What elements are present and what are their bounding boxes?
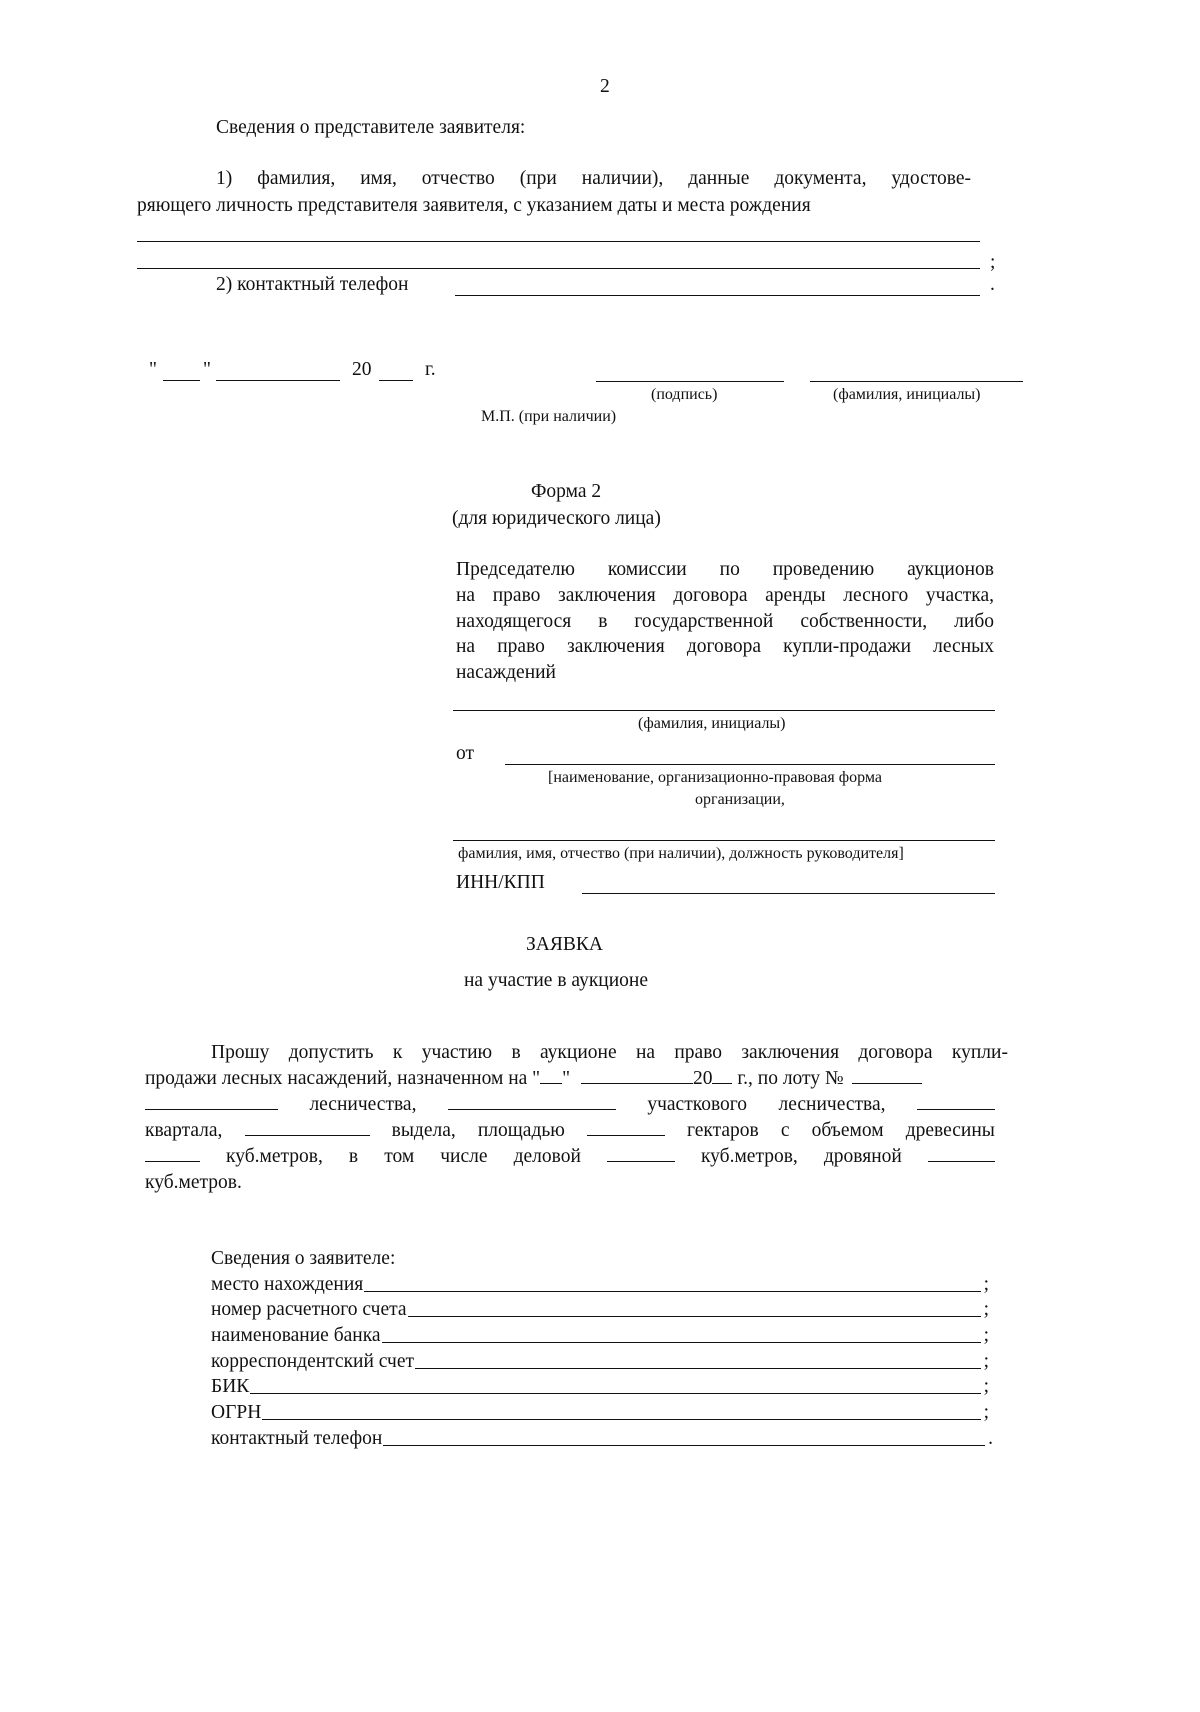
representative-item1-line1: 1) фамилия, имя, отчество (при наличии), данные документа, удостове- (216, 168, 971, 189)
paragraph-line-3 (145, 1093, 995, 1116)
signature-caption: (подпись) (651, 386, 718, 403)
page-number: 2 (600, 76, 610, 97)
addressee-line-2: на право заключения договора аренды лесного участка, (456, 585, 994, 606)
representative-phone-field[interactable] (455, 295, 980, 296)
row-end: ; (983, 1402, 989, 1423)
word: договора (858, 1042, 933, 1063)
text: лесничества, (309, 1094, 417, 1115)
text: том (384, 1146, 415, 1167)
quarter-field[interactable] (917, 1093, 995, 1110)
date-quote-open: " (149, 359, 157, 380)
from-label: от (456, 743, 475, 764)
bank-label: наименование банка (211, 1325, 381, 1346)
account-label: номер расчетного счета (211, 1299, 407, 1320)
text: куб.метров, (700, 1146, 798, 1167)
area-field[interactable] (587, 1119, 665, 1136)
paragraph-line-1 (211, 1041, 1008, 1064)
organization-field[interactable] (505, 764, 995, 765)
lot-field[interactable] (852, 1067, 922, 1084)
application-subtitle: на участие в аукционе (464, 970, 649, 991)
text: лесничества, (778, 1094, 886, 1115)
row-end: ; (983, 1274, 989, 1295)
date-quote-close: " (203, 359, 211, 380)
word: аукционе (540, 1042, 617, 1063)
text: 20 (692, 1068, 713, 1089)
representative-item1-line2: ряющего личность представителя заявителя, с указанием даты и места рождения (137, 195, 811, 216)
addressee-line-3: находящегося в государственной собственности, либо (456, 611, 994, 632)
year-field[interactable] (712, 1067, 732, 1084)
row-end: ; (983, 1351, 989, 1372)
semicolon: ; (990, 252, 996, 273)
bank-field[interactable] (382, 1341, 981, 1343)
day-field[interactable] (540, 1067, 562, 1084)
applicant-bik-row (211, 1375, 989, 1398)
date-year-suffix: г. (425, 359, 436, 380)
applicant-location-row (211, 1273, 989, 1296)
paragraph-line-6: куб.метров. (145, 1172, 242, 1193)
bik-field[interactable] (250, 1392, 980, 1394)
applicant-phone-row (211, 1427, 993, 1450)
representative-heading: Сведения о представителе заявителя: (216, 117, 526, 138)
word: в (511, 1042, 521, 1063)
text: деловой (513, 1146, 581, 1167)
word: участию (421, 1042, 493, 1063)
phone-label: контактный телефон (211, 1428, 383, 1449)
date-year-field[interactable] (379, 380, 413, 381)
text: выдела, (391, 1120, 456, 1141)
date-day-field[interactable] (163, 380, 200, 381)
name-initials-field[interactable] (810, 381, 1023, 382)
applicant-account-row (211, 1298, 989, 1321)
org-caption-line-2: организации, (695, 791, 785, 808)
text: древесины (905, 1120, 995, 1141)
row-end: ; (983, 1299, 989, 1320)
text: числе (440, 1146, 488, 1167)
representative-line-1[interactable] (137, 241, 980, 242)
text: участкового (647, 1094, 748, 1115)
ogrn-field[interactable] (262, 1418, 980, 1420)
paragraph-line-2 (145, 1067, 922, 1090)
application-title: ЗАЯВКА (526, 934, 603, 955)
account-field[interactable] (408, 1315, 981, 1317)
inn-field[interactable] (582, 893, 995, 894)
business-volume-field[interactable] (607, 1145, 675, 1162)
word: на (635, 1042, 656, 1063)
district-forestry-field[interactable] (448, 1093, 616, 1110)
row-end: . (988, 1428, 993, 1449)
inn-label: ИНН/КПП (456, 872, 545, 893)
location-field[interactable] (364, 1290, 980, 1292)
text: площадью (477, 1120, 565, 1141)
text: объемом (811, 1120, 884, 1141)
bik-label: БИК (211, 1376, 250, 1397)
ogrn-label: ОГРН (211, 1402, 262, 1423)
text: куб.метров, (226, 1146, 323, 1167)
section-field[interactable] (245, 1119, 370, 1136)
applicant-corr-row (211, 1350, 989, 1373)
chair-caption: (фамилия, инициалы) (638, 715, 786, 732)
text: продажи лесных насаждений, назначенном на " (145, 1068, 541, 1089)
addressee-line-1: Председателю комиссии по проведению аукционов (456, 559, 994, 580)
word: к (392, 1042, 403, 1063)
applicant-bank-row (211, 1324, 989, 1347)
head-field[interactable] (453, 840, 995, 841)
date-year-prefix: 20 (352, 359, 372, 380)
text: дровяной (823, 1146, 902, 1167)
form-title: Форма 2 (531, 481, 602, 502)
word: заключения (741, 1042, 840, 1063)
row-end: ; (983, 1376, 989, 1397)
period: . (990, 274, 995, 295)
addressee-line-5: насаждений (456, 662, 556, 683)
text: квартала, (145, 1120, 223, 1141)
word: право (674, 1042, 723, 1063)
firewood-volume-field[interactable] (928, 1145, 995, 1162)
name-caption: (фамилия, инициалы) (833, 386, 981, 403)
date-month-field[interactable] (216, 380, 340, 381)
corr-account-label: корреспондентский счет (211, 1351, 415, 1372)
text: г., по лоту № (737, 1068, 844, 1089)
head-caption: фамилия, имя, отчество (при наличии), должность руководителя] (458, 845, 904, 862)
signature-field[interactable] (596, 381, 784, 382)
location-label: место нахождения (211, 1274, 364, 1295)
word: допустить (288, 1042, 374, 1063)
applicant-ogrn-row (211, 1401, 989, 1424)
text: с (780, 1120, 790, 1141)
text: " (562, 1068, 571, 1089)
volume-field[interactable] (145, 1145, 200, 1162)
representative-line-2[interactable] (137, 268, 980, 269)
addressee-line-4: на право заключения договора купли-продажи лесных (456, 636, 994, 657)
corr-account-field[interactable] (415, 1367, 981, 1369)
word: Прошу (211, 1042, 270, 1063)
forestry-field[interactable] (145, 1093, 278, 1110)
paragraph-line-4 (145, 1119, 995, 1142)
applicant-heading: Сведения о заявителе: (211, 1248, 396, 1269)
paragraph-line-5 (145, 1145, 995, 1168)
form-subtitle: (для юридического лица) (452, 508, 661, 529)
chair-name-field[interactable] (453, 710, 995, 711)
text: в (348, 1146, 359, 1167)
month-field[interactable] (581, 1067, 693, 1084)
phone-field[interactable] (383, 1444, 985, 1446)
representative-phone-label: 2) контактный телефон (216, 274, 409, 295)
stamp-caption: М.П. (при наличии) (481, 408, 617, 425)
text: гектаров (687, 1120, 759, 1141)
row-end: ; (983, 1325, 989, 1346)
org-caption-line-1: [наименование, организационно-правовая форма (548, 769, 882, 786)
word: купли- (951, 1042, 1008, 1063)
